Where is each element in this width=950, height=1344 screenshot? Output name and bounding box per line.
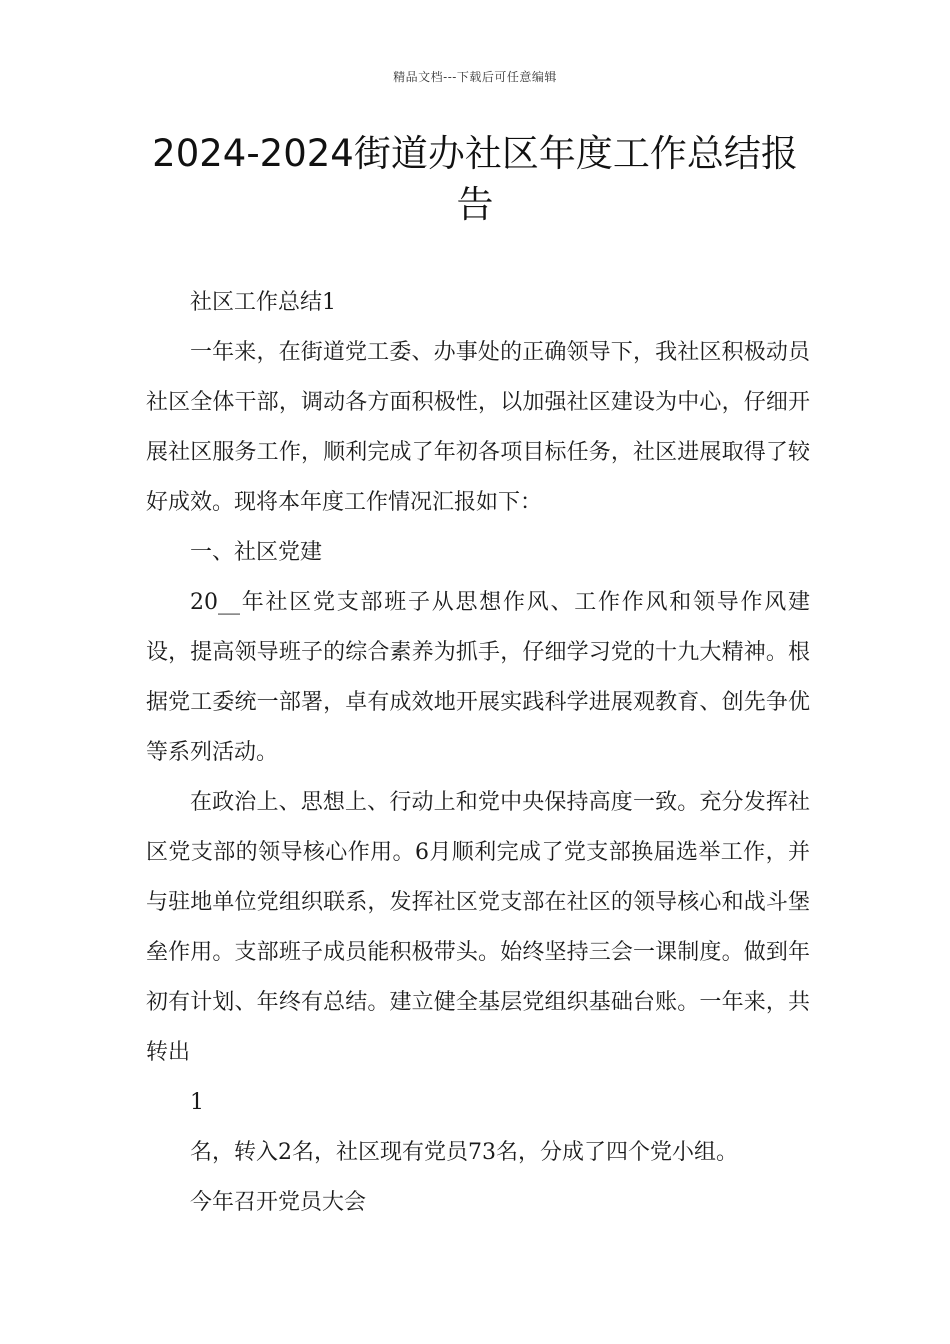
paragraph-intro: 一年来，在街道党工委、办事处的正确领导下，我社区积极动员社区全体干部，调动各方面积极性，以加强社区建设为中心，仔细开展社区服务工作，顺利完成了年初各项目标任务，社区进展取得了较好成效。现将本年度工作情况汇报如下： (146, 340, 810, 515)
paragraph-heading-party-building: 一、社区党建 (190, 540, 323, 565)
paragraph-page-number: 1 (190, 1090, 204, 1115)
paragraph-party-building: 20__年社区党支部班子从思想作风、工作作风和领导作风建设，提高领导班子的综合素养为抓手，仔细学习党的十九大精神。根据党工委统一部署，卓有成效地开展实践科学进展观教育、创先争优等系列活动。 (146, 590, 810, 765)
paragraph-section-heading: 社区工作总结1 (190, 290, 336, 315)
paragraph-member-count: 名，转入2名，社区现有党员73名，分成了四个党小组。 (190, 1140, 738, 1165)
document-title: 2024-2024街道办社区年度工作总结报告 (152, 132, 798, 226)
header-note: 精品文档---下载后可任意编辑 (393, 70, 557, 84)
paragraph-political-alignment: 在政治上、思想上、行动上和党中央保持高度一致。充分发挥社区党支部的领导核心作用。6月顺利完成了党支部换届选举工作，并与驻地单位党组织联系，发挥社区党支部在社区的领导核心和战斗堡垒作用。支部班子成员能积极带头。始终坚持三会一课制度。做到年初有计划、年终有总结。建立健全基层党组织基础台账。一年来，共转出 (146, 790, 810, 1065)
paragraph-meeting: 今年召开党员大会 (190, 1190, 367, 1215)
document-body (146, 278, 810, 1228)
